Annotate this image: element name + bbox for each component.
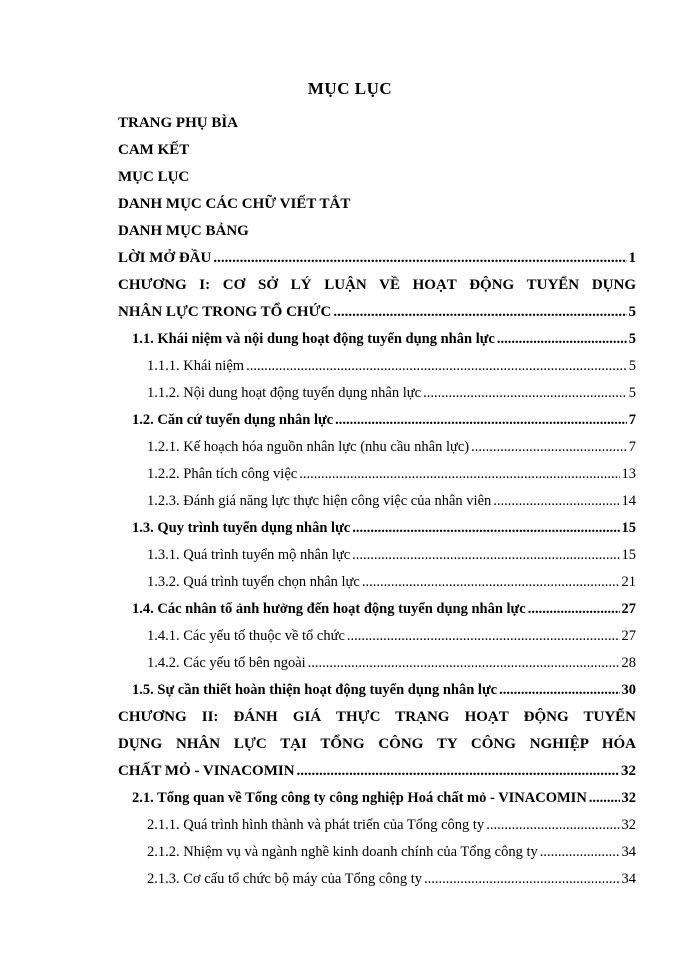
toc-entry-label: CHẤT MỎ - VINACOMIN [118, 763, 295, 779]
toc-entry [118, 326, 636, 353]
dot-leader [347, 623, 620, 650]
toc-page-number: 32 [621, 790, 636, 806]
toc-page-number: 32 [621, 817, 636, 833]
toc-page-number: 1 [628, 250, 636, 266]
toc-entry-label: LỜI MỞ ĐẦU [118, 250, 212, 266]
dot-leader [499, 677, 619, 704]
toc-entry-label: 1.4. Các nhân tố ảnh hưởng đến hoạt động tuyển dụng nhân lực [132, 601, 526, 617]
dot-leader [424, 866, 620, 893]
dot-leader [540, 839, 620, 866]
toc-entry [118, 812, 636, 839]
toc-entry-label: TRANG PHỤ BÌA [118, 115, 239, 131]
toc-entry [118, 380, 636, 407]
toc-entry-label: 1.3. Quy trình tuyển dụng nhân lực [132, 520, 351, 536]
toc-page-number: 13 [621, 466, 636, 482]
toc-entry [118, 434, 636, 461]
toc-entry-label: 1.1. Khái niệm và nội dung hoạt động tuyển dụng nhân lực [132, 331, 495, 347]
toc-entry-label: 1.1.1. Khái niệm [147, 358, 245, 374]
toc-page-number: 21 [621, 574, 636, 590]
toc-entry [118, 515, 636, 542]
toc-page-number: 14 [621, 493, 636, 509]
dot-leader [497, 326, 627, 353]
toc-entry [118, 191, 636, 218]
dot-leader [423, 380, 627, 407]
toc-entry [118, 569, 636, 596]
toc-page-number: 30 [621, 682, 636, 698]
dot-leader [493, 488, 619, 515]
toc-entry [118, 461, 636, 488]
toc-entry [118, 110, 636, 137]
toc-entry-label: 1.2. Căn cứ tuyển dụng nhân lực [132, 412, 334, 428]
toc-entry [118, 542, 636, 569]
toc-entry-label: NHÂN LỰC TRONG TỔ CHỨC [118, 304, 332, 320]
dot-leader [528, 596, 620, 623]
toc-page-number: 5 [628, 358, 636, 374]
toc-entry [118, 596, 636, 623]
toc-entry [118, 245, 636, 272]
toc-page-number: 7 [628, 439, 636, 455]
toc-entry-label: CAM KẾT [118, 142, 190, 158]
toc-entry-label: 1.4.2. Các yếu tố bên ngoài [147, 655, 306, 671]
dot-leader [335, 407, 627, 434]
toc-entry [118, 218, 636, 245]
toc-entry-label: 1.4.1. Các yếu tố thuộc về tổ chức [147, 628, 345, 644]
toc-page-number: 27 [621, 601, 636, 617]
toc-page-number: 15 [621, 520, 636, 536]
toc-entry-label: 2.1. Tổng quan về Tổng công ty công nghiệp Hoá chất mỏ - VINACOMIN [132, 790, 587, 806]
toc-entry [118, 677, 636, 704]
toc-entry-label: 1.2.3. Đánh giá năng lực thực hiện công việc của nhân viên [147, 493, 492, 509]
dot-leader [213, 245, 626, 272]
dot-leader [308, 650, 620, 677]
dot-leader [246, 353, 627, 380]
toc-entry-label: 1.2.1. Kế hoạch hóa nguồn nhân lực (nhu cầu nhân lực) [147, 439, 470, 455]
toc-entry: DỤNG NHÂN LỰC TẠI TỔNG CÔNG TY CÔNG NGHIỆP HÓA [118, 736, 636, 752]
dot-leader [589, 785, 620, 812]
page-title: MỤC LỤC [307, 79, 393, 98]
toc-entry-label: 1.3.1. Quá trình tuyển mộ nhân lực [147, 547, 351, 563]
toc-entry [118, 137, 636, 164]
toc-page-number: 34 [621, 871, 636, 887]
toc-page-number: 5 [628, 331, 636, 347]
toc-entry-label: DANH MỤC BẢNG [118, 223, 249, 239]
toc-entry [118, 839, 636, 866]
toc-page-number: 32 [621, 763, 636, 779]
toc-entry [118, 407, 636, 434]
toc-entry [118, 623, 636, 650]
toc-entry-label: DANH MỤC CÁC CHỮ VIẾT TẮT [118, 196, 351, 212]
toc-entry [118, 785, 636, 812]
toc-entry [118, 650, 636, 677]
dot-leader [299, 461, 619, 488]
dot-leader [362, 569, 620, 596]
toc-page-number: 15 [621, 547, 636, 563]
dot-leader [352, 515, 619, 542]
toc-entry-label: 1.2.2. Phân tích công việc [147, 466, 298, 482]
toc-page-number: 27 [621, 628, 636, 644]
toc-entry: CHƯƠNG II: ĐÁNH GIÁ THỰC TRẠNG HOẠT ĐỘNG TUYỂN [118, 709, 636, 725]
toc-entry-label: 1.3.2. Quá trình tuyển chọn nhân lực [147, 574, 360, 590]
toc-entry: CHƯƠNG I: CƠ SỞ LÝ LUẬN VỀ HOẠT ĐỘNG TUYỂN DỤNG [118, 277, 636, 293]
toc-page-number: 7 [628, 412, 636, 428]
toc-page-number: 28 [621, 655, 636, 671]
dot-leader [333, 299, 626, 326]
toc-entry [118, 164, 636, 191]
dot-leader [486, 812, 619, 839]
toc-entry-label: 1.1.2. Nội dung hoạt động tuyển dụng nhân lực [147, 385, 422, 401]
table-of-contents [118, 110, 636, 893]
dot-leader [471, 434, 627, 461]
toc-entry-label: 2.1.1. Quá trình hình thành và phát triển của Tổng công ty [147, 817, 485, 833]
toc-entry-label: 2.1.3. Cơ cấu tổ chức bộ máy của Tổng công ty [147, 871, 422, 887]
toc-entry-label: 1.5. Sự cần thiết hoàn thiện hoạt động tuyển dụng nhân lực [132, 682, 498, 698]
toc-entry [118, 299, 636, 326]
dot-leader [297, 758, 619, 785]
toc-entry [118, 353, 636, 380]
toc-page-number: 34 [621, 844, 636, 860]
toc-page-number: 5 [628, 385, 636, 401]
toc-entry [118, 866, 636, 893]
dot-leader [352, 542, 619, 569]
toc-entry-label: MỤC LỤC [118, 169, 190, 185]
toc-page-number: 5 [628, 304, 636, 320]
toc-entry [118, 758, 636, 785]
toc-entry-label: 2.1.2. Nhiệm vụ và ngành nghề kinh doanh chính của Tổng công ty [147, 844, 538, 860]
toc-entry [118, 488, 636, 515]
